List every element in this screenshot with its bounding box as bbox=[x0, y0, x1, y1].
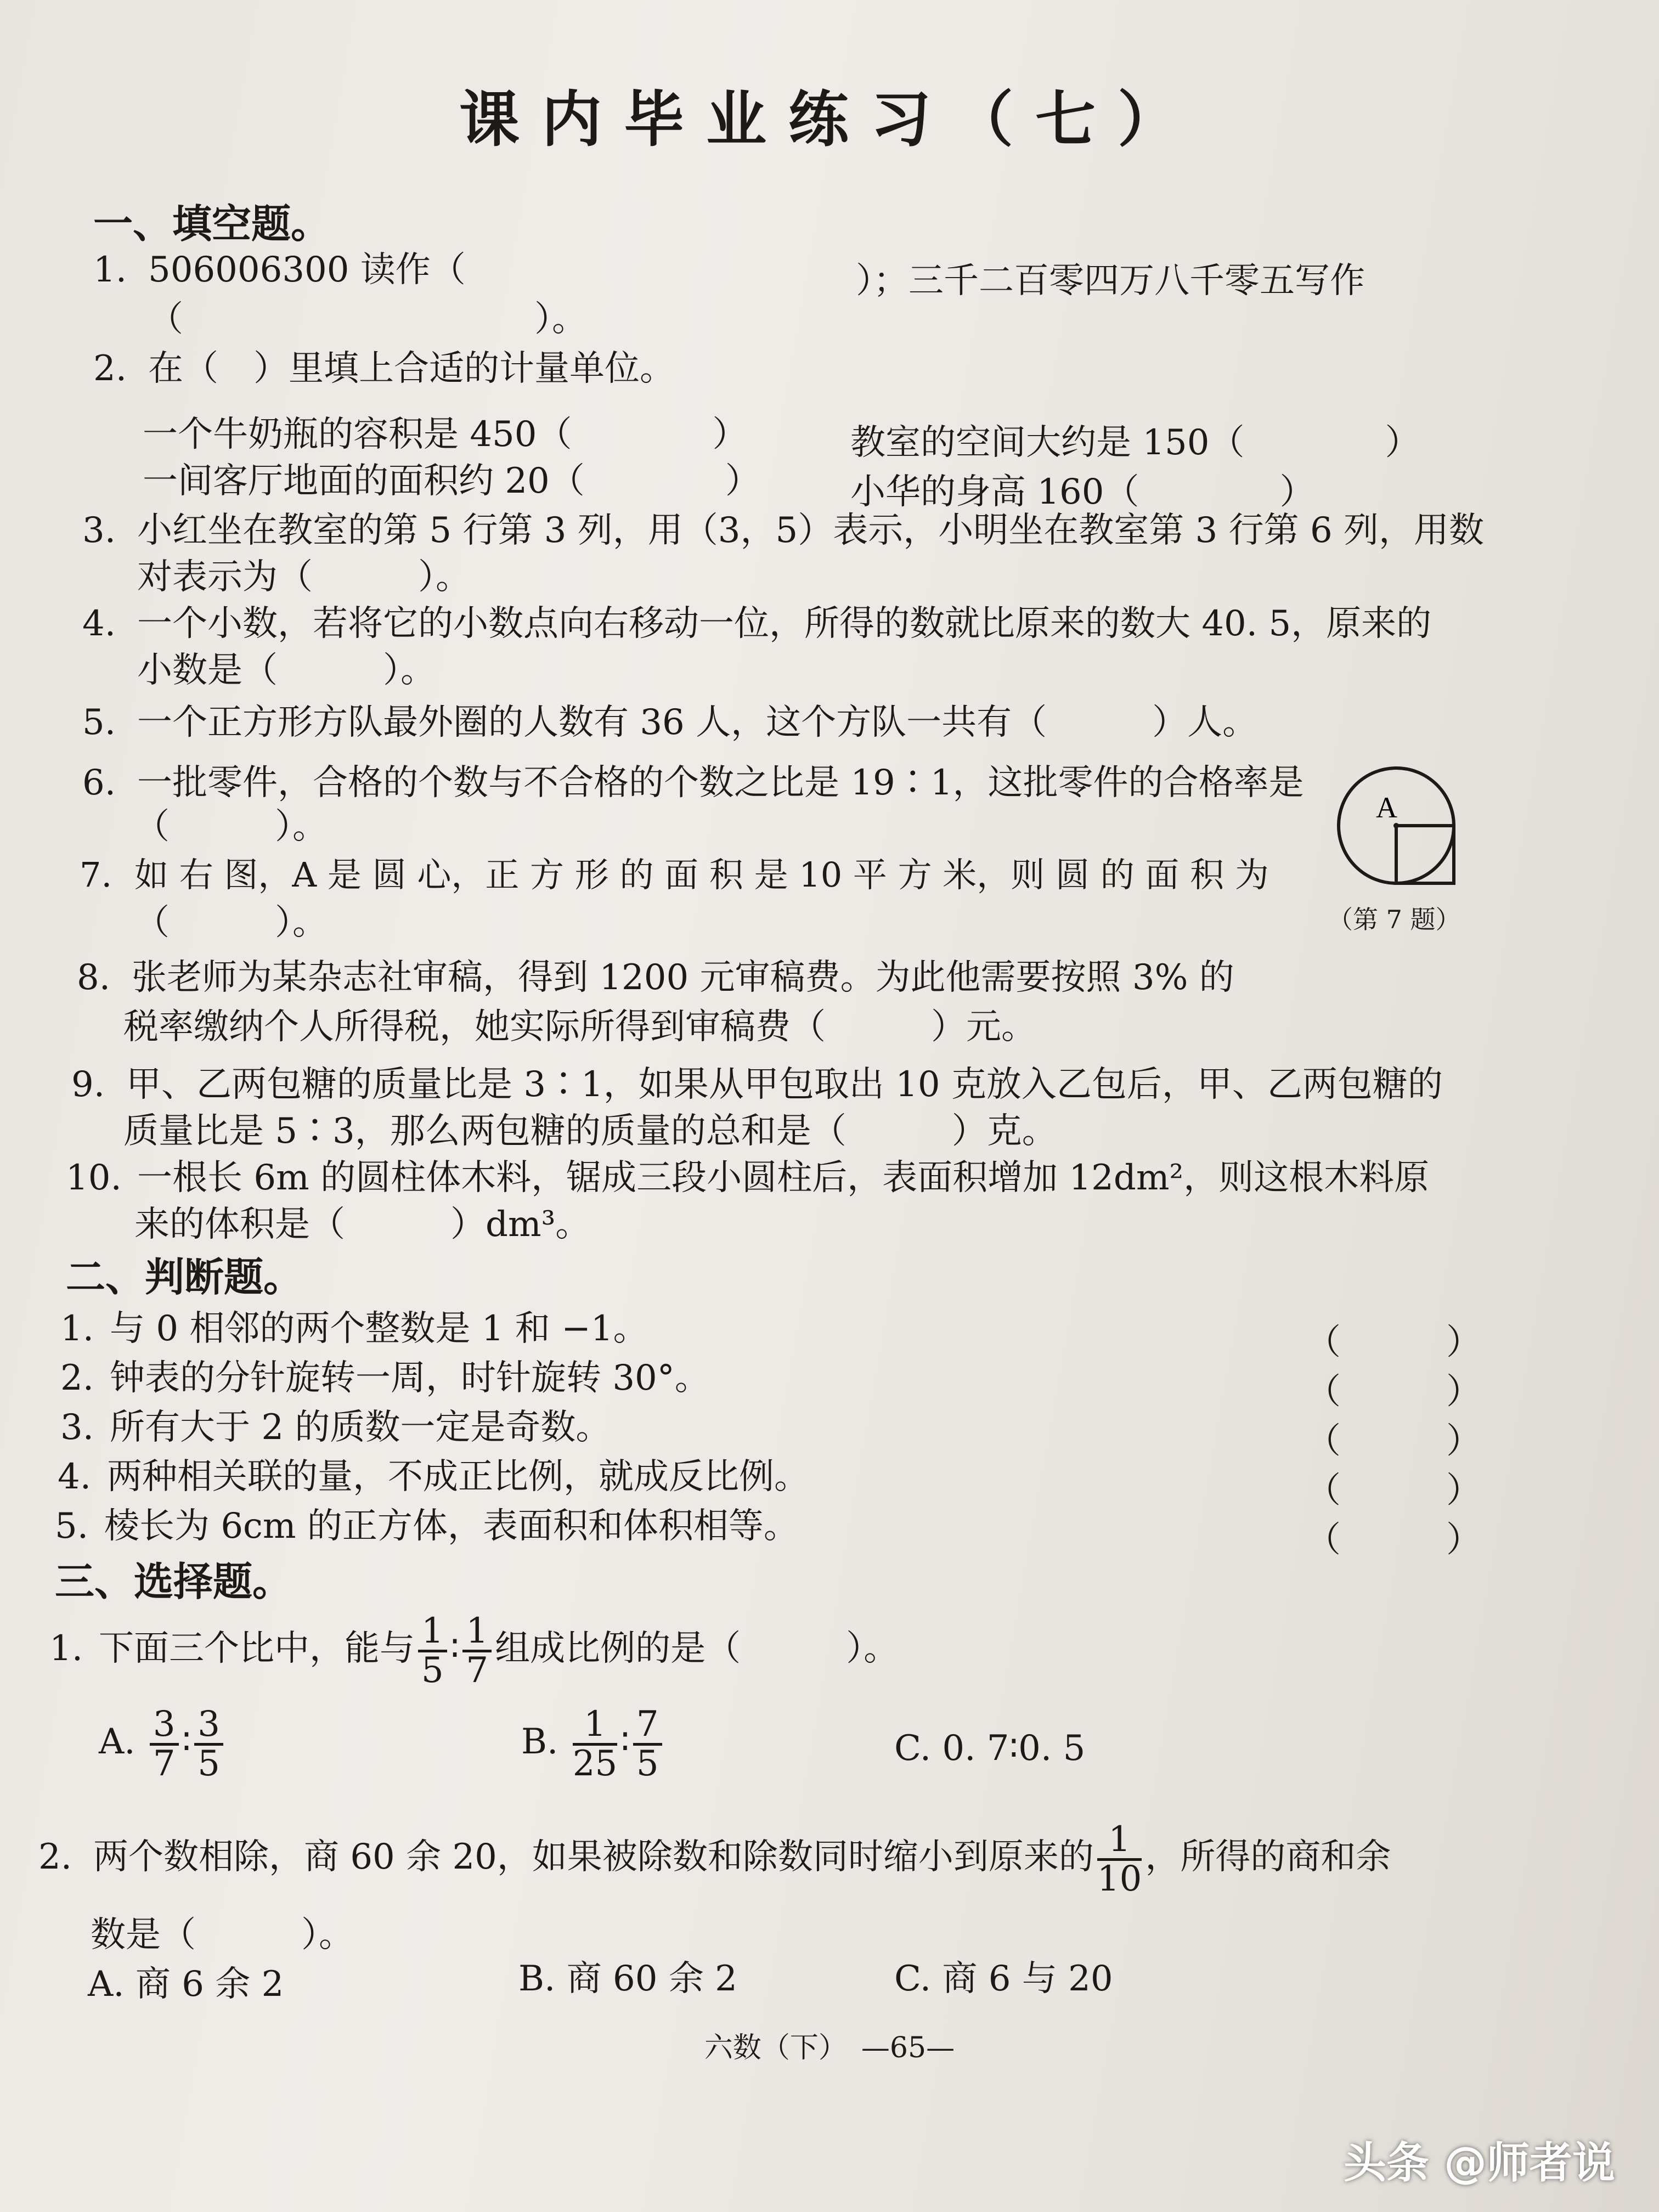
question-1-line-1b: ）；三千二百零四万八千零五写作 bbox=[856, 261, 1365, 301]
question-number: 1. bbox=[93, 250, 127, 290]
question-number: 4. bbox=[58, 1457, 92, 1497]
denominator: 10 bbox=[1097, 1859, 1142, 1900]
watermark: 头条 @师者说 bbox=[1343, 2138, 1615, 2188]
question-8-line-2: 税率缴纳个人所得税，她实际所得到审稿费（ ）元。 bbox=[123, 1007, 1036, 1047]
question-number: 2. bbox=[38, 1837, 72, 1878]
option-letter: B. bbox=[521, 1722, 558, 1763]
choice-1-option-c: C. 0. 7∶0. 5 bbox=[894, 1728, 1086, 1769]
figure-caption: （第 7 题） bbox=[1328, 905, 1461, 934]
answer-paren: （ ） bbox=[1306, 1470, 1481, 1511]
question-1-line-2: （ ）。 bbox=[148, 299, 587, 340]
question-2-line-1 bbox=[93, 340, 675, 391]
question-number: 3. bbox=[82, 510, 116, 551]
fraction-one-tenth bbox=[1097, 1821, 1142, 1898]
question-number: 1. bbox=[60, 1308, 94, 1349]
question-2-classroom: 教室的空间大约是 150（ ） bbox=[850, 422, 1420, 463]
numerator: 1 bbox=[462, 1613, 492, 1652]
denominator: 7 bbox=[466, 1650, 489, 1691]
choice-question-2 bbox=[38, 1821, 1391, 1898]
page-footer: 六数（下） —65— bbox=[704, 2032, 955, 2064]
center-label: A bbox=[1376, 791, 1397, 824]
question-6-line-1 bbox=[82, 754, 1304, 805]
question-text: 两种相关联的量，不成正比例，就成反比例。 bbox=[107, 1457, 809, 1497]
question-number: 6. bbox=[82, 763, 116, 803]
question-10-line-2: 来的体积是（ ）dm³。 bbox=[134, 1204, 591, 1245]
fraction-one-fifth bbox=[418, 1613, 447, 1689]
denominator: 5 bbox=[421, 1650, 444, 1691]
question-text: 棱长为 6cm 的正方体，表面积和体积相等。 bbox=[104, 1506, 799, 1547]
question-text-suffix: ，所得的商和余 bbox=[1145, 1837, 1391, 1878]
question-text: 在（ ）里填上合适的计量单位。 bbox=[148, 348, 675, 389]
choice-2-option-a: A. 商 6 余 2 bbox=[88, 1964, 284, 2005]
fraction bbox=[150, 1704, 179, 1785]
question-text: 一批零件，合格的个数与不合格的个数之比是 19∶1，这批零件的合格率是 bbox=[137, 763, 1304, 803]
question-text: 一个小数，若将它的小数点向右移动一位，所得的数就比原来的数大 40. 5，原来的 bbox=[137, 603, 1432, 644]
fraction bbox=[633, 1704, 662, 1785]
choice-2-option-b: B. 商 60 余 2 bbox=[518, 1959, 737, 1999]
question-number: 4. bbox=[82, 603, 116, 644]
judge-item-5 bbox=[55, 1498, 799, 1548]
question-number: 9. bbox=[71, 1064, 105, 1105]
denominator: 5 bbox=[636, 1743, 659, 1785]
question-text: 506006300 读作（ bbox=[148, 250, 466, 290]
judge-item-3 bbox=[60, 1399, 611, 1449]
question-number: 5. bbox=[55, 1506, 89, 1547]
choice-question-1 bbox=[49, 1613, 899, 1689]
question-number: 2. bbox=[60, 1358, 94, 1398]
question-9-line-2: 质量比是 5∶3，那么两包糖的质量的总和是（ ）克。 bbox=[123, 1111, 1057, 1152]
question-2-living-room: 一间客厅地面的面积约 20（ ） bbox=[143, 461, 760, 501]
denominator: 5 bbox=[198, 1743, 220, 1785]
denominator: 7 bbox=[153, 1743, 176, 1785]
ratio-colon: ∶ bbox=[450, 1628, 460, 1669]
question-text: 张老师为某杂志社审稿，得到 1200 元审稿费。为此他需要按照 3% 的 bbox=[132, 957, 1234, 998]
question-4-line-1 bbox=[82, 595, 1431, 646]
question-7-line-2: （ ）。 bbox=[134, 902, 328, 943]
question-text: 如 右 图，A 是 圆 心，正 方 形 的 面 积 是 10 平 方 米，则 圆 的 面 积 为 bbox=[134, 855, 1269, 895]
numerator: 1 bbox=[418, 1613, 447, 1652]
question-9-line-1 bbox=[71, 1056, 1443, 1107]
denominator: 25 bbox=[572, 1743, 618, 1785]
question-1-line-1 bbox=[93, 241, 466, 292]
question-text: 与 0 相邻的两个整数是 1 和 −1。 bbox=[110, 1308, 648, 1349]
circle-square-figure bbox=[1333, 763, 1459, 889]
option-letter: A. bbox=[99, 1722, 136, 1763]
answer-paren: （ ） bbox=[1306, 1421, 1481, 1462]
question-number: 3. bbox=[60, 1407, 94, 1448]
answer-paren: （ ） bbox=[1306, 1520, 1481, 1560]
judge-item-2 bbox=[60, 1350, 710, 1400]
choice-1-option-a bbox=[99, 1704, 227, 1785]
judge-item-1 bbox=[60, 1300, 648, 1351]
fraction-one-seventh bbox=[462, 1613, 492, 1689]
question-number: 1. bbox=[49, 1628, 83, 1669]
question-text: 小红坐在教室的第 5 行第 3 列，用（3，5）表示，小明坐在教室第 3 行第 6 列，用数 bbox=[137, 510, 1485, 551]
numerator: 1 bbox=[1097, 1821, 1142, 1861]
choice-2-option-c: C. 商 6 与 20 bbox=[894, 1959, 1113, 1999]
question-text-prefix: 下面三个比中，能与 bbox=[99, 1628, 415, 1669]
question-number: 5. bbox=[82, 702, 116, 743]
choice-question-2-line-2: 数是（ ）。 bbox=[91, 1915, 354, 1955]
answer-paren: （ ） bbox=[1306, 1372, 1481, 1412]
answer-paren: （ ） bbox=[1306, 1322, 1481, 1363]
question-7-line-1 bbox=[80, 848, 1269, 896]
numerator: 3 bbox=[194, 1706, 223, 1746]
numerator: 1 bbox=[573, 1706, 617, 1746]
question-2-milk-bottle: 一个牛奶瓶的容积是 450（ ） bbox=[143, 414, 748, 455]
question-4-line-2: 小数是（ ）。 bbox=[137, 650, 436, 691]
question-text: 钟表的分针旋转一周，时针旋转 30°。 bbox=[110, 1358, 710, 1398]
question-text-prefix: 两个数相除，商 60 余 20，如果被除数和除数同时缩小到原来的 bbox=[93, 1837, 1094, 1878]
numerator: 3 bbox=[150, 1706, 179, 1746]
choice-1-option-b bbox=[521, 1704, 665, 1785]
question-text-suffix: 组成比例的是（ ）。 bbox=[495, 1628, 899, 1669]
question-10-line-1 bbox=[66, 1149, 1429, 1200]
question-text: 所有大于 2 的质数一定是奇数。 bbox=[110, 1407, 611, 1448]
question-number: 2. bbox=[93, 348, 127, 389]
page-title: 课内毕业练习（七） bbox=[459, 84, 1200, 155]
question-number: 7. bbox=[80, 855, 112, 895]
question-text: 一根长 6m 的圆柱体木料，锯成三段小圆柱后，表面积增加 12dm²，则这根木料原 bbox=[137, 1158, 1430, 1198]
question-text: 一个正方形方队最外圈的人数有 36 人，这个方队一共有（ ）人。 bbox=[137, 702, 1258, 743]
section-heading-fill-blank: 一、填空题。 bbox=[93, 200, 331, 247]
judge-item-4 bbox=[58, 1448, 809, 1499]
numerator: 7 bbox=[633, 1706, 662, 1746]
ratio-colon: ∶ bbox=[182, 1722, 191, 1763]
section-heading-true-false: 二、判断题。 bbox=[66, 1254, 303, 1300]
fraction bbox=[572, 1704, 618, 1785]
question-6-line-2: （ ）。 bbox=[134, 806, 328, 847]
question-3-line-2: 对表示为（ ）。 bbox=[137, 557, 471, 597]
section-heading-multiple-choice: 三、选择题。 bbox=[55, 1558, 292, 1605]
fraction bbox=[194, 1704, 223, 1785]
question-2-height: 小华的身高 160（ ） bbox=[850, 472, 1315, 512]
question-5-line-1 bbox=[82, 694, 1257, 744]
question-number: 8. bbox=[77, 957, 111, 998]
question-number: 10. bbox=[66, 1158, 122, 1198]
question-8-line-1 bbox=[77, 949, 1234, 1000]
question-text: 甲、乙两包糖的质量比是 3∶1，如果从甲包取出 10 克放入乙包后，甲、乙两包糖的 bbox=[126, 1064, 1443, 1105]
ratio-colon: ∶ bbox=[620, 1722, 630, 1763]
question-3-line-1 bbox=[82, 502, 1484, 552]
